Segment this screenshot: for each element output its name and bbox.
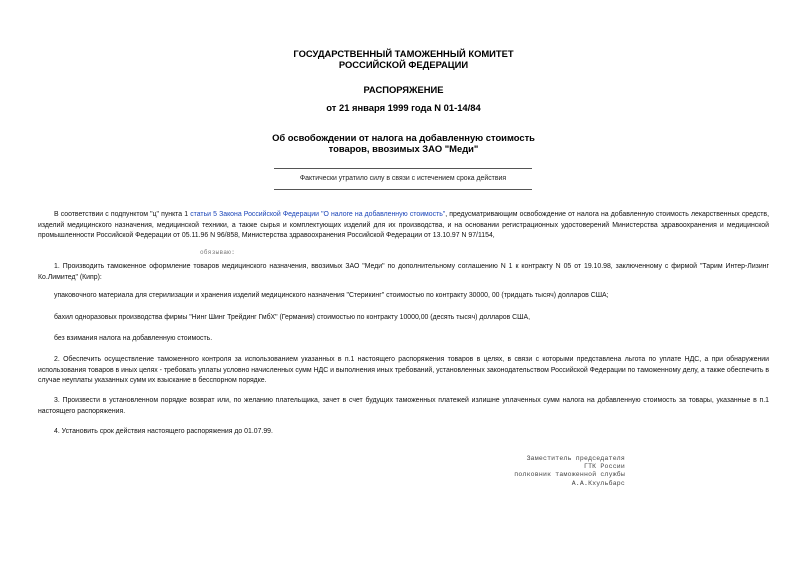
signatory-rank: полковник таможенной службы — [514, 471, 625, 479]
authority-line-1: ГОСУДАРСТВЕННЫЙ ТАМОЖЕННЫЙ КОМИТЕТ — [293, 48, 514, 59]
preamble-text-start: В соответствии с подпунктом "ц" пункта 1 — [54, 211, 191, 218]
subject-line-1: Об освобождении от налога на добавленную стоимость — [272, 132, 535, 143]
status-note: Фактически утратило силу в связи с истечением срока действия — [274, 168, 532, 190]
item-1-shoe-covers: бахил одноразовых производства фирмы "Нинг Шинг Трейдинг ГмбХ" (Германия) стоимостью по контракту 10000,00 (десять тысяч) долларов США, — [54, 314, 530, 321]
obliges-word: обязываю: — [200, 249, 236, 256]
preamble-text-end: , предусматривающим освобождение от налога на добавленную стоимость лекарственных средств, изделий медицинского назначения, медицинской техники, а также сырья и комплектующих изделий для их производства, и на основании регистрационных удостоверений Министерства здравоохранения и медицинской промышленности Российской Федерации от 05.11.96 N 96/858, Министерства здравоохранения Российской Федерации от 13.10.97 N 97/1154, — [38, 211, 770, 240]
document-subject — [0, 132, 807, 154]
item-3: 3. Произвести в установленном порядке возврат или, по желанию плательщика, зачет в счет будущих таможенных платежей излишне уплаченных сумм налога на добавленную стоимость за товары, указанные в п.1 настоящего распоряжения. — [38, 397, 769, 415]
signatory-position: Заместитель председателя — [526, 455, 625, 462]
preamble-paragraph — [38, 210, 769, 242]
issuing-authority — [0, 48, 807, 70]
item-1-packaging: упаковочного материала для стерилизации и хранения изделий медицинского назначения "Стерикинг" стоимостью по контракту 30000, 00 (тридцать тысяч) долларов США; — [54, 292, 609, 299]
document-date-number: от 21 января 1999 года N 01-14/84 — [326, 102, 481, 113]
item-2: 2. Обеспечить осуществление таможенного контроля за использованием указанных в п.1 настоящего распоряжения товаров в целях, в связи с которыми представлена льгота по уплате НДС, а при обнаружении использования товаров в иных целях - требовать уплаты условно начисленных сумм НДС и выполнения иных требований, установленных законодательством Российской Федерации по таможенному делу, а также обеспечить в случае неуплаты указанных сумм их взыскание в бесспорном порядке. — [38, 356, 769, 385]
item-1-tax-exemption: без взимания налога на добавленную стоимость. — [54, 335, 213, 342]
law-link[interactable]: статьи 5 Закона Российской Федерации "О налоге на добавленную стоимость" — [190, 211, 446, 218]
signature-block — [500, 455, 625, 488]
item-1: 1. Производить таможенное оформление товаров медицинского назначения, ввозимых ЗАО "Меди" по дополнительному соглашению N 1 к контракту N 05 от 19.10.98, заключенному с фирмой "Тарим Интер-Лизинг Ко.Лимитед" (Кипр): — [38, 263, 769, 281]
signatory-name: А.А.Кхульбарс — [571, 479, 625, 487]
signatory-organization: ГТК России — [583, 463, 625, 471]
document-type: РАСПОРЯЖЕНИЕ — [363, 84, 444, 95]
authority-line-2: РОССИЙСКОЙ ФЕДЕРАЦИИ — [338, 59, 469, 70]
subject-line-2: товаров, ввозимых ЗАО "Меди" — [328, 143, 479, 154]
item-4: 4. Установить срок действия настоящего распоряжения до 01.07.99. — [54, 428, 273, 435]
